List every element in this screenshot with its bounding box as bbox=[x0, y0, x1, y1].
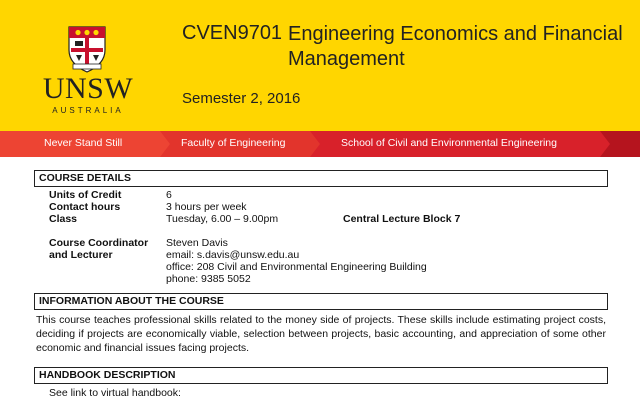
page-header bbox=[0, 0, 640, 131]
document-body bbox=[34, 170, 608, 400]
unsw-logo[interactable] bbox=[42, 22, 132, 117]
unsw-crest-icon bbox=[65, 24, 109, 74]
class-value: Tuesday, 6.00 – 9.00pm bbox=[166, 213, 279, 225]
class-label: Class bbox=[49, 213, 78, 225]
logo-wordmark: UNSW bbox=[42, 72, 134, 105]
coordinator-email[interactable]: email: s.davis@unsw.edu.au bbox=[166, 249, 300, 261]
banner-tagline: Never Stand Still bbox=[44, 137, 123, 149]
banner-faculty-link[interactable]: Faculty of Engineering bbox=[181, 137, 286, 149]
coordinator-label: Course Coordinator bbox=[49, 237, 149, 249]
banner-arrow bbox=[310, 131, 320, 157]
coordinator-phone: phone: 9385 5052 bbox=[166, 273, 251, 285]
units-label: Units of Credit bbox=[49, 189, 122, 201]
banner-arrow bbox=[160, 131, 170, 157]
handbook-text: See link to virtual handbook: bbox=[49, 387, 181, 399]
information-heading: INFORMATION ABOUT THE COURSE bbox=[34, 293, 608, 310]
information-text: This course teaches professional skills related to the money side of projects. These skills include estimating project costs, deciding if projects are economically viable, selection between projects, basic accounting, and appreciation of some other economic and financial issues facing projects. bbox=[36, 314, 606, 354]
units-value: 6 bbox=[166, 189, 172, 201]
logo-country: AUSTRALIA bbox=[52, 106, 124, 115]
contact-value: 3 hours per week bbox=[166, 201, 247, 213]
course-details-heading: COURSE DETAILS bbox=[34, 170, 608, 187]
handbook-heading: HANDBOOK DESCRIPTION bbox=[34, 367, 608, 384]
coordinator-office: office: 208 Civil and Environmental Engineering Building bbox=[166, 261, 427, 273]
course-title: Engineering Economics and Financial Management bbox=[288, 23, 623, 70]
banner-school-link[interactable]: School of Civil and Environmental Engineering bbox=[341, 137, 557, 149]
class-location: Central Lecture Block 7 bbox=[343, 213, 461, 225]
banner-arrow bbox=[600, 131, 610, 157]
contact-label: Contact hours bbox=[49, 201, 121, 213]
semester: Semester 2, 2016 bbox=[182, 90, 301, 107]
course-details bbox=[34, 187, 608, 309]
course-code: CVEN9701 bbox=[182, 22, 283, 44]
coordinator-name: Steven Davis bbox=[166, 237, 228, 249]
coordinator-label: and Lecturer bbox=[49, 249, 113, 261]
tagline-banner bbox=[0, 131, 640, 157]
